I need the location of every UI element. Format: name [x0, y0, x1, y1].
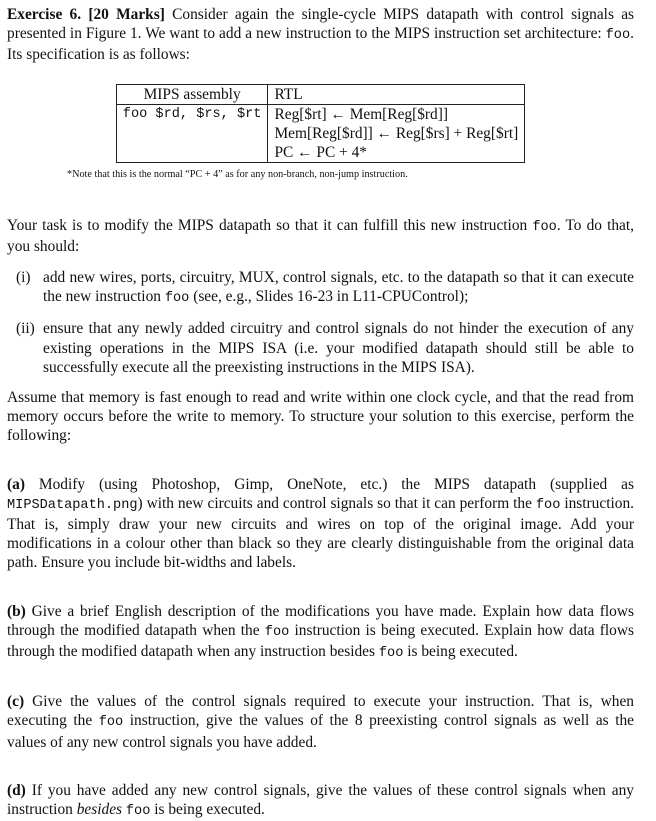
- exercise-marks: [20 Marks]: [88, 6, 165, 23]
- task-instr: foo: [532, 219, 557, 235]
- list-item-text: ensure that any newly added circuitry and control signals do not hinder the execution of any existing operations in the MIPS ISA (i.e. your modified datapath should still be able to successfully execute all the preexisting instructions in the MIPS ISA).: [43, 320, 634, 376]
- list-item: [16, 268, 634, 308]
- part-b-text-3: is being executed.: [407, 643, 518, 661]
- list-item-label: (i): [16, 269, 31, 287]
- spec-rtl-line-1: Reg[$rt] ← Mem[Reg[$rd]]: [268, 104, 525, 124]
- part-a-instr: foo: [535, 497, 561, 513]
- task-text: Your task is to modify the MIPS datapath so that it can fulfill this new instruction: [7, 216, 528, 234]
- assume-paragraph: Assume that memory is fast enough to read and write within one clock cycle, and that the read from memory occurs before the write to memory. To structure your solution to this exercise, perform the following:: [7, 389, 634, 445]
- part-c-text: Give the values of the control signals required to execute your instruction. That is, when executing the: [7, 693, 634, 730]
- part-d-instr: foo: [125, 804, 151, 820]
- part-a: [7, 475, 634, 573]
- spec-block: [7, 84, 634, 181]
- part-b: [7, 602, 634, 664]
- part-c: [7, 692, 634, 752]
- intro-text-end: . Its specification is as follows:: [7, 25, 634, 64]
- part-b-instr-2: foo: [378, 646, 404, 662]
- part-b-text-2: instruction is being executed. Explain how data flows through the modified datapath when any instruction besides: [7, 621, 634, 661]
- spec-note: *Note that this is the normal “PC + 4” as for any non-branch, non-jump instruction.: [67, 168, 408, 180]
- part-a-label: (a): [7, 475, 25, 493]
- part-a-text-3: instruction. That is, simply draw your new circuits and wires on top of the original image. Add your modifications in a colour other than black so they are clearly distinguishable from the original data path. Ensure you include bit-widths and labels.: [7, 494, 634, 572]
- list-item-text-end: (see, e.g., Slides 16-23 in L11-CPUControl);: [193, 288, 469, 306]
- part-b-instr: foo: [264, 624, 290, 640]
- exercise-heading: Exercise 6.: [7, 6, 82, 23]
- part-c-instr: foo: [98, 715, 124, 731]
- requirements-list: [7, 268, 634, 377]
- list-item-label: (ii): [16, 320, 35, 338]
- spec-table: [116, 84, 525, 163]
- spec-assembly: foo $rd, $rs, $rt: [116, 104, 268, 124]
- part-d: [7, 781, 634, 821]
- instr-name: foo: [605, 28, 631, 44]
- part-b-text: Give a brief English description of the modifications you have made. Explain how data flows through the modified datapath when the: [7, 602, 634, 639]
- part-d-emphasis: besides: [76, 801, 123, 819]
- task-text-end: . To do that, you should:: [7, 216, 634, 255]
- list-item-instr: foo: [164, 291, 190, 307]
- exercise-intro: [7, 5, 634, 65]
- spec-header-assembly: MIPS assembly: [116, 84, 268, 104]
- list-item-text: add new wires, ports, circuitry, MUX, control signals, etc. to the datapath so that it can execute the new instruction: [43, 269, 634, 306]
- part-a-text-2: ) with new circuits and control signals so that it can perform the: [137, 494, 532, 512]
- spec-header-rtl: RTL: [268, 84, 525, 104]
- list-item: [16, 319, 634, 377]
- part-d-text: If you have added any new control signals, give the values of these control signals when any instruction: [7, 781, 634, 819]
- task-paragraph: [7, 216, 634, 256]
- part-d-label: (d): [7, 781, 26, 799]
- spec-rtl-line-2: Mem[Reg[$rd]] ← Reg[$rs] + Reg[$rt]: [268, 124, 525, 143]
- part-d-text-2: is being executed.: [154, 801, 265, 819]
- part-c-label: (c): [7, 693, 25, 711]
- part-c-text-2: instruction, give the values of the 8 preexisting control signals as well as the values of any new control signals you have added.: [7, 712, 634, 751]
- intro-text: Consider again the single-cycle MIPS datapath with control signals as presented in Figure 1. We want to add a new instruction to the MIPS instruction set architecture:: [7, 6, 635, 43]
- part-a-file: MIPSDatapath.png: [7, 497, 138, 513]
- spec-rtl-line-3: PC ← PC + 4*: [268, 143, 525, 163]
- part-a-text: Modify (using Photoshop, Gimp, OneNote, etc.) the MIPS datapath (supplied as: [38, 475, 634, 493]
- part-b-label: (b): [7, 602, 26, 620]
